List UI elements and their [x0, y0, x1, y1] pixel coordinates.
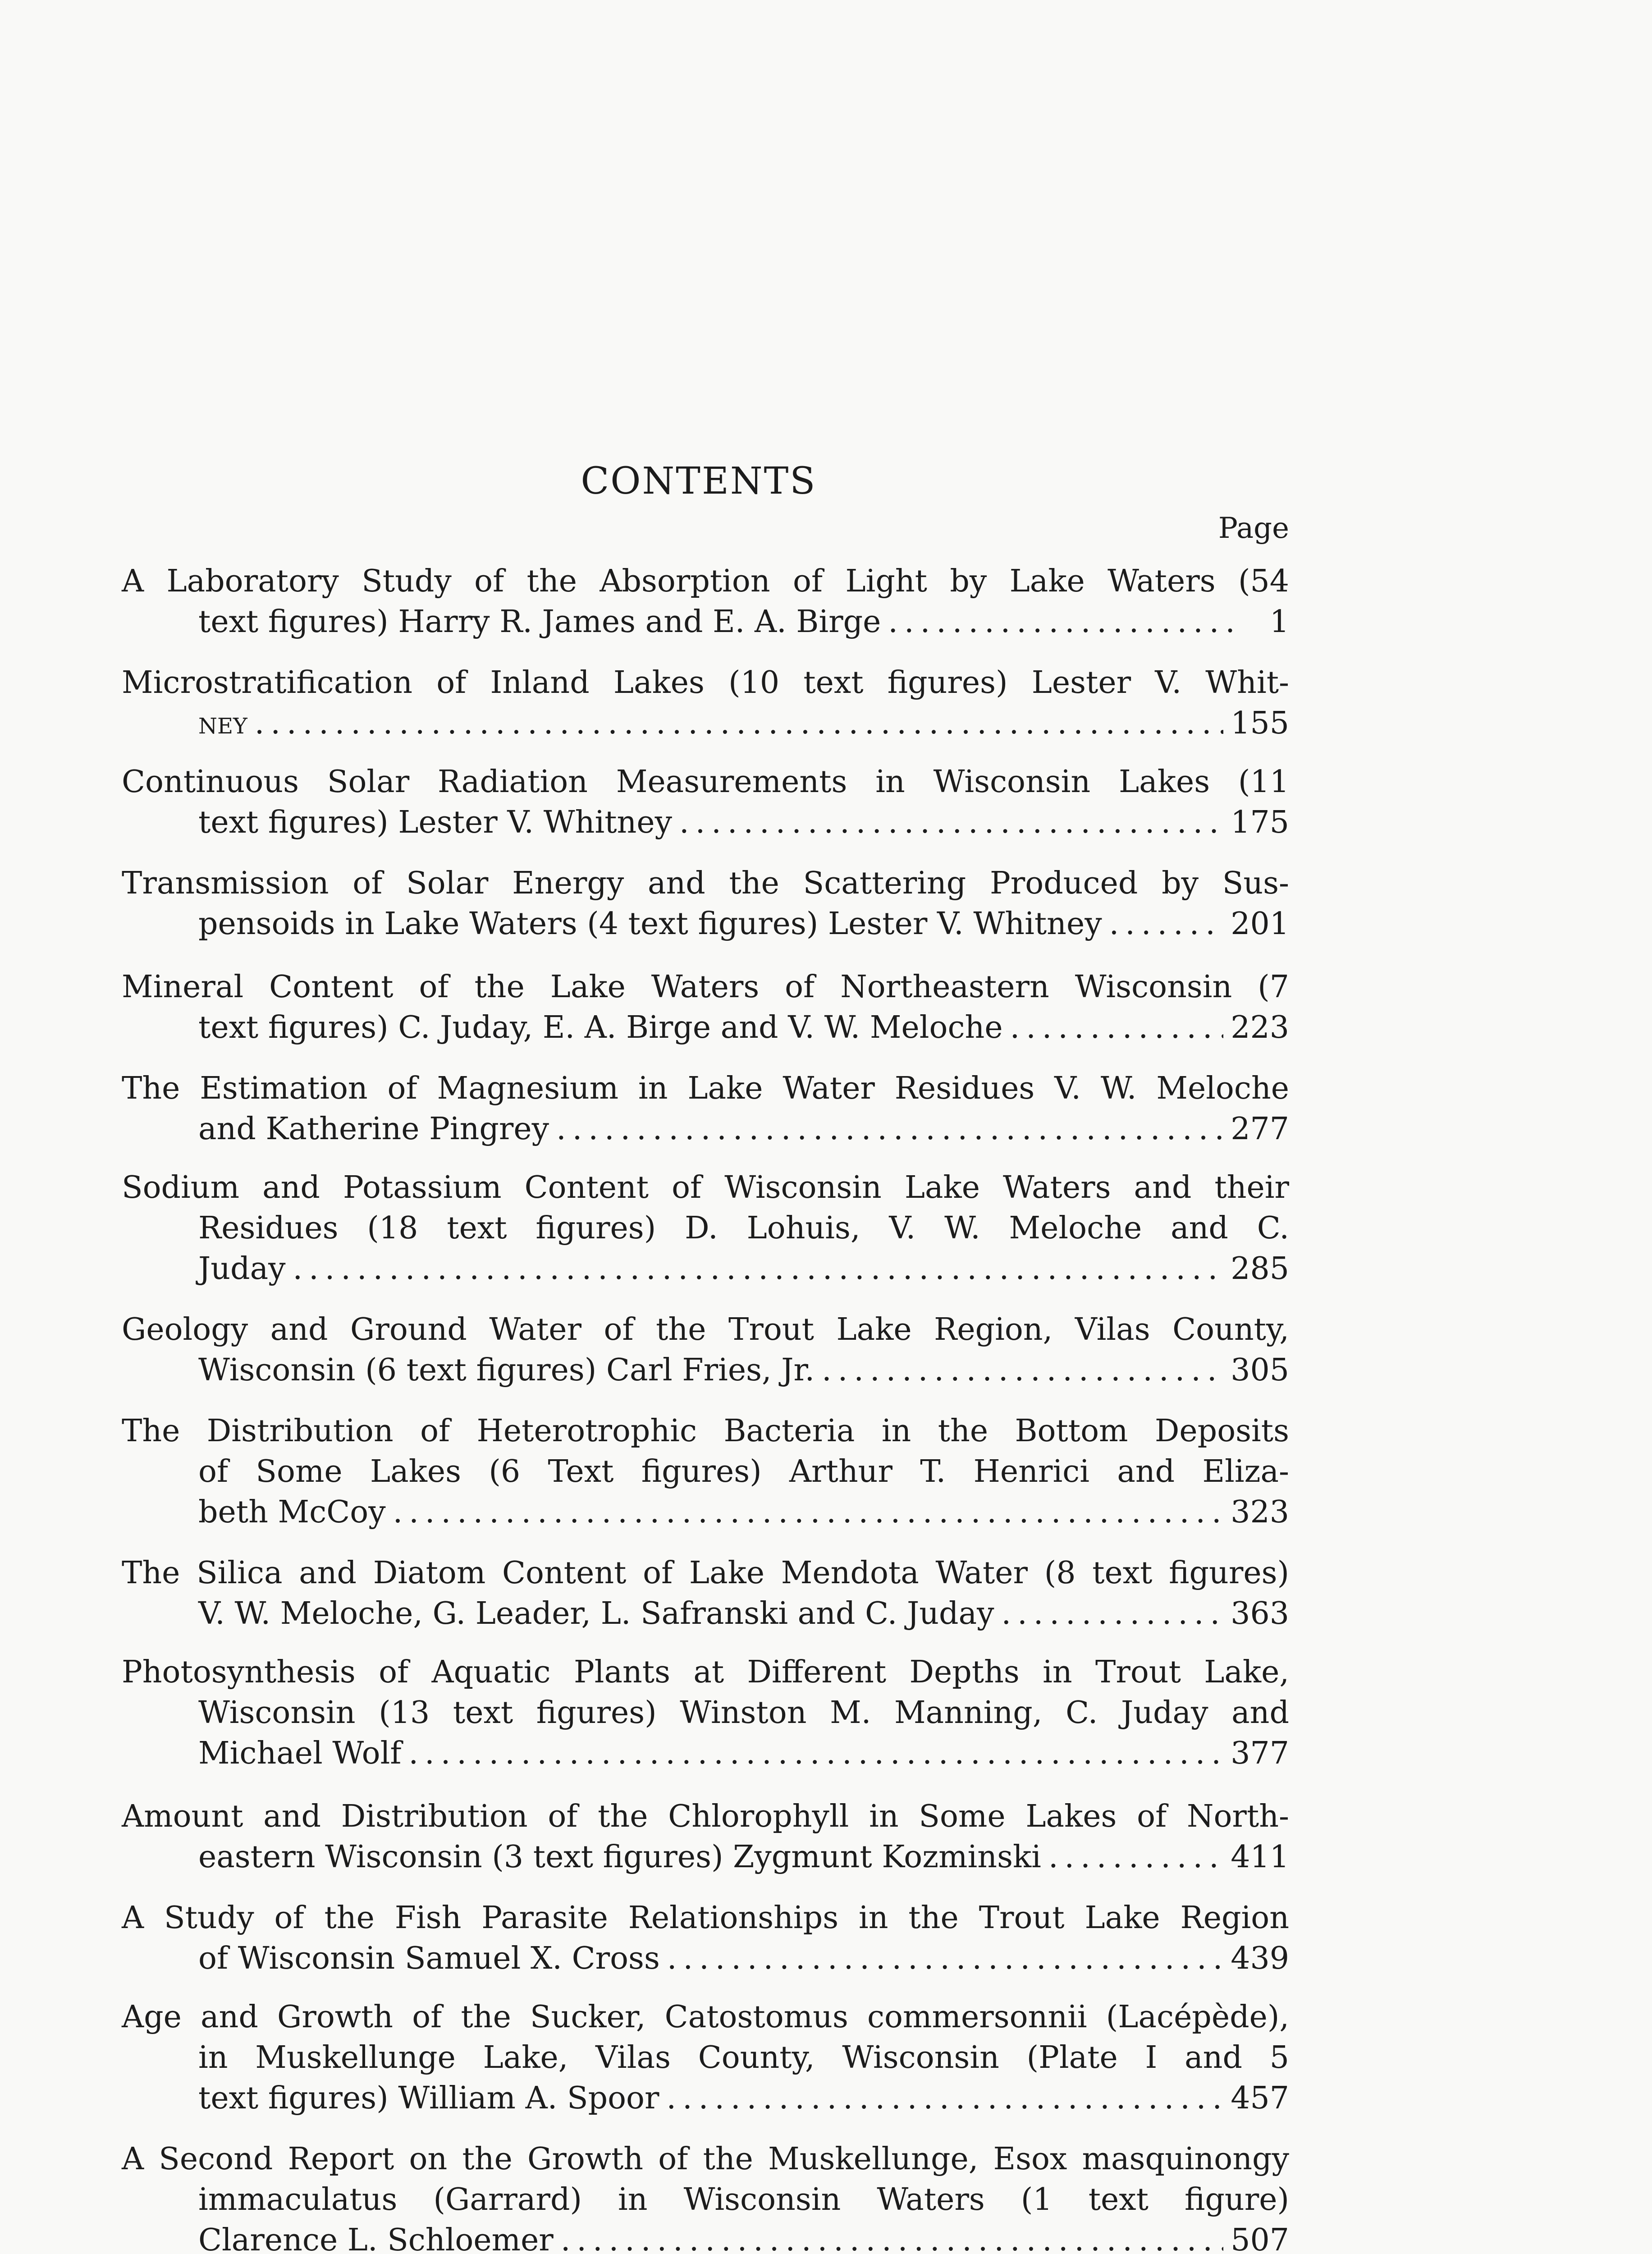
- page-number[interactable]: 277: [1231, 1111, 1289, 1147]
- entry-title-line: Geology and Ground Water of the Trout Lake Region, Vilas County,: [122, 1312, 1289, 1347]
- page-number[interactable]: 323: [1231, 1494, 1289, 1530]
- entry-title-line: A Study of the Fish Parasite Relationships in the Trout Lake Region: [122, 1900, 1289, 1936]
- toc-entry[interactable]: [122, 1898, 1289, 1979]
- page-column-label: Page: [1218, 512, 1289, 545]
- entry-author-line: Michael Wolf: [198, 1736, 402, 1771]
- entry-author-line: V. W. Meloche, G. Leader, L. Safranski and C. Juday: [198, 1596, 994, 1631]
- page-number[interactable]: 1: [1269, 604, 1289, 640]
- dot-leader: [1048, 1837, 1223, 1878]
- entry-title-line: A Laboratory Study of the Absorption of Light by Lake Waters (54: [122, 564, 1289, 599]
- entry-title-line: Age and Growth of the Sucker, Catostomus commersonnii (Lacépède),: [122, 1999, 1289, 2035]
- entry-author-line: beth McCoy: [198, 1494, 386, 1530]
- entry-title-line: Continuous Solar Radiation Measurements in Wisconsin Lakes (11: [122, 764, 1289, 800]
- entry-title-line: in Muskellunge Lake, Vilas County, Wisconsin (Plate I and 5: [198, 2040, 1289, 2075]
- page-number[interactable]: 411: [1231, 1839, 1289, 1875]
- entry-author-line: text figures) Lester V. Whitney: [198, 805, 672, 840]
- toc-entry[interactable]: [122, 1796, 1289, 1878]
- entry-title-line: of Some Lakes (6 Text figures) Arthur T. Henrici and Eliza-: [198, 1454, 1289, 1489]
- entry-title-line: Mineral Content of the Lake Waters of Northeastern Wisconsin (7: [122, 969, 1289, 1005]
- page-number[interactable]: 439: [1231, 1941, 1289, 1976]
- toc-entry[interactable]: [122, 2139, 1289, 2254]
- entry-author-line: text figures) William A. Spoor: [198, 2080, 659, 2116]
- entry-author-line: Clarence L. Schloemer: [198, 2222, 554, 2254]
- entry-title-line: Residues (18 text figures) D. Lohuis, V. W. Meloche and C.: [198, 1210, 1289, 1246]
- entry-title-line: Amount and Distribution of the Chlorophyll in Some Lakes of North-: [122, 1799, 1289, 1834]
- dot-leader: [409, 1733, 1224, 1774]
- entry-title-line: Wisconsin (13 text figures) Winston M. Manning, C. Juday and: [198, 1695, 1289, 1731]
- entry-title-line: immaculatus (Garrard) in Wisconsin Waters (1 text figure): [198, 2182, 1289, 2217]
- dot-leader: [1109, 904, 1224, 944]
- toc-entry[interactable]: [122, 561, 1289, 642]
- page-number[interactable]: 507: [1231, 2222, 1289, 2254]
- entry-author-line: text figures) C. Juday, E. A. Birge and V. W. Meloche: [198, 1010, 1003, 1045]
- page-number[interactable]: 377: [1231, 1736, 1289, 1771]
- toc-entry[interactable]: [122, 1411, 1289, 1533]
- dot-leader: [561, 2220, 1223, 2254]
- page-number[interactable]: 175: [1231, 805, 1289, 840]
- entry-title-line: The Silica and Diatom Content of Lake Mendota Water (8 text figures): [122, 1555, 1289, 1591]
- page-number[interactable]: 223: [1231, 1010, 1289, 1045]
- dot-leader: [888, 602, 1232, 642]
- dot-leader: [255, 703, 1223, 744]
- entry-title-line: Sodium and Potassium Content of Wisconsin Lake Waters and their: [122, 1170, 1289, 1205]
- toc-entry[interactable]: [122, 967, 1289, 1048]
- toc-entry[interactable]: [122, 1310, 1289, 1391]
- dot-leader: [1010, 1008, 1224, 1048]
- dot-leader: [822, 1350, 1223, 1391]
- entry-title-line: The Distribution of Heterotrophic Bacteria in the Bottom Deposits: [122, 1413, 1289, 1449]
- toc-entry[interactable]: [122, 1652, 1289, 1774]
- entry-author-line: Wisconsin (6 text figures) Carl Fries, Jr.: [198, 1352, 815, 1388]
- entry-title-line: A Second Report on the Growth of the Muskellunge, Esox masquinongy: [122, 2141, 1289, 2177]
- entry-title-line: The Estimation of Magnesium in Lake Water Residues V. W. Meloche: [122, 1071, 1289, 1106]
- toc-entry[interactable]: [122, 863, 1289, 944]
- entry-author-line: ney: [198, 706, 247, 741]
- dot-leader: [556, 1109, 1223, 1150]
- dot-leader: [667, 2078, 1224, 2119]
- entry-author-line: Juday: [198, 1251, 286, 1287]
- toc-entry[interactable]: [122, 1997, 1289, 2119]
- dot-leader: [393, 1492, 1224, 1533]
- entry-author-line: eastern Wisconsin (3 text figures) Zygmunt Kozminski: [198, 1839, 1041, 1875]
- entry-author-line: text figures) Harry R. James and E. A. Birge: [198, 604, 881, 640]
- dot-leader: [667, 1938, 1223, 1979]
- page-number[interactable]: 363: [1231, 1596, 1289, 1631]
- entry-title-line: Transmission of Solar Energy and the Scattering Produced by Sus-: [122, 866, 1289, 901]
- toc-entry[interactable]: [122, 663, 1289, 744]
- page-number[interactable]: 155: [1231, 706, 1289, 741]
- contents-heading: CONTENTS: [581, 460, 817, 503]
- entry-author-line: and Katherine Pingrey: [198, 1111, 549, 1147]
- page-number[interactable]: 305: [1231, 1352, 1289, 1388]
- toc-entry[interactable]: [122, 1553, 1289, 1634]
- page-number[interactable]: 457: [1231, 2080, 1289, 2116]
- page-number[interactable]: 285: [1231, 1251, 1289, 1287]
- dot-leader: [679, 802, 1223, 843]
- entry-author-line: of Wisconsin Samuel X. Cross: [198, 1941, 660, 1976]
- entry-title-line: Microstratification of Inland Lakes (10 text figures) Lester V. Whit-: [122, 665, 1289, 701]
- dot-leader: [1002, 1594, 1224, 1634]
- toc-entry[interactable]: [122, 762, 1289, 843]
- entry-author-line: pensoids in Lake Waters (4 text figures) Lester V. Whitney: [198, 906, 1102, 942]
- entry-title-line: Photosynthesis of Aquatic Plants at Different Depths in Trout Lake,: [122, 1654, 1289, 1690]
- toc-entry[interactable]: [122, 1168, 1289, 1289]
- toc-entry[interactable]: [122, 1068, 1289, 1150]
- page-number[interactable]: 201: [1231, 906, 1289, 942]
- dot-leader: [293, 1249, 1224, 1289]
